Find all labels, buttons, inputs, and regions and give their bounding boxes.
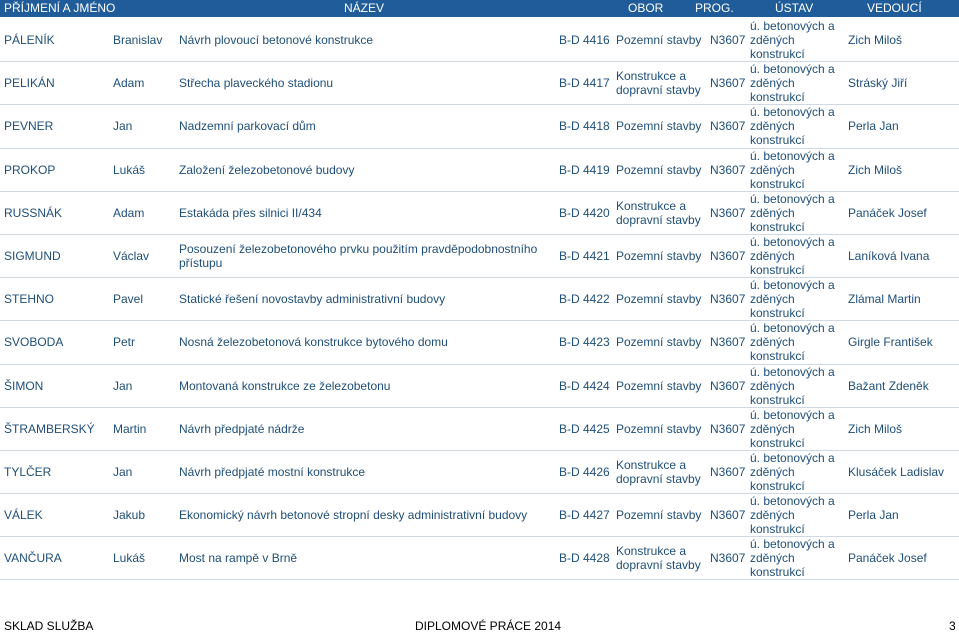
footer-left: SKLAD SLUŽBA bbox=[4, 619, 94, 633]
study-field: Konstrukce a dopravní stavby bbox=[616, 457, 701, 486]
student-surname: RUSSNÁK bbox=[4, 205, 63, 220]
program-code: N3607 bbox=[710, 378, 746, 393]
program-code: N3607 bbox=[710, 335, 746, 350]
program-code: N3607 bbox=[710, 292, 746, 307]
thesis-title: Statické řešení novostavby administrativní budovy bbox=[179, 292, 446, 307]
thesis-code: B-D 4421 bbox=[559, 249, 610, 264]
supervisor: Klusáček Ladislav bbox=[848, 464, 945, 479]
table-row bbox=[0, 62, 959, 105]
student-surname: PROKOP bbox=[4, 162, 56, 177]
institute: ú. betonových a zděných konstrukcí bbox=[750, 450, 835, 493]
supervisor: Zich Miloš bbox=[848, 33, 903, 48]
institute: ú. betonových a zděných konstrukcí bbox=[750, 321, 835, 364]
student-surname: PEVNER bbox=[4, 119, 54, 134]
thesis-title: Založení železobetonové budovy bbox=[179, 162, 355, 177]
program-code: N3607 bbox=[710, 76, 746, 91]
institute: ú. betonových a zděných konstrukcí bbox=[750, 407, 835, 450]
student-surname: ŠIMON bbox=[4, 378, 44, 393]
thesis-title: Návrh plovoucí betonové konstrukce bbox=[179, 33, 374, 48]
supervisor: Perla Jan bbox=[848, 119, 899, 134]
table-row bbox=[0, 537, 959, 580]
thesis-code: B-D 4428 bbox=[559, 551, 610, 566]
supervisor: Zich Miloš bbox=[848, 421, 903, 436]
program-code: N3607 bbox=[710, 162, 746, 177]
thesis-code: B-D 4417 bbox=[559, 76, 610, 91]
header-name: PŘÍJMENÍ A JMÉNO bbox=[4, 1, 116, 15]
institute: ú. betonových a zděných konstrukcí bbox=[750, 19, 835, 62]
thesis-title: Posouzení železobetonového prvku použitím pravděpodobnostního přístupu bbox=[179, 242, 538, 271]
header-inst: ÚSTAV bbox=[775, 1, 814, 15]
footer-center: DIPLOMOVÉ PRÁCE 2014 bbox=[415, 619, 562, 633]
student-first-name: Martin bbox=[113, 421, 147, 436]
thesis-title: Návrh předpjaté nádrže bbox=[179, 421, 305, 436]
study-field: Konstrukce a dopravní stavby bbox=[616, 544, 701, 573]
study-field: Pozemní stavby bbox=[616, 162, 702, 177]
thesis-code: B-D 4419 bbox=[559, 162, 610, 177]
supervisor: Zlámal Martin bbox=[848, 292, 921, 307]
study-field: Pozemní stavby bbox=[616, 249, 702, 264]
institute: ú. betonových a zděných konstrukcí bbox=[750, 235, 835, 278]
student-surname: PELIKÁN bbox=[4, 76, 55, 91]
student-first-name: Jakub bbox=[113, 508, 146, 523]
supervisor: Zich Miloš bbox=[848, 162, 903, 177]
table-row bbox=[0, 149, 959, 192]
table-row bbox=[0, 408, 959, 451]
program-code: N3607 bbox=[710, 421, 746, 436]
program-code: N3607 bbox=[710, 205, 746, 220]
study-field: Pozemní stavby bbox=[616, 378, 702, 393]
thesis-code: B-D 4425 bbox=[559, 421, 610, 436]
student-first-name: Václav bbox=[113, 249, 150, 264]
header-sup: VEDOUCÍ bbox=[867, 1, 922, 15]
study-field: Pozemní stavby bbox=[616, 119, 702, 134]
student-surname: PÁLENÍK bbox=[4, 33, 55, 48]
institute: ú. betonových a zděných konstrukcí bbox=[750, 494, 835, 537]
table-row bbox=[0, 192, 959, 235]
institute: ú. betonových a zděných konstrukcí bbox=[750, 148, 835, 191]
student-surname: VÁLEK bbox=[4, 508, 43, 523]
header-field: OBOR bbox=[628, 1, 664, 15]
student-first-name: Adam bbox=[113, 76, 145, 91]
table-row bbox=[0, 235, 959, 278]
institute: ú. betonových a zděných konstrukcí bbox=[750, 537, 835, 580]
supervisor: Perla Jan bbox=[848, 508, 899, 523]
study-field: Pozemní stavby bbox=[616, 508, 702, 523]
institute: ú. betonových a zděných konstrukcí bbox=[750, 105, 835, 148]
supervisor: Panáček Josef bbox=[848, 205, 927, 220]
student-first-name: Lukáš bbox=[113, 162, 146, 177]
thesis-table bbox=[0, 19, 959, 580]
page-footer bbox=[0, 618, 959, 635]
student-surname: SIGMUND bbox=[4, 249, 61, 264]
thesis-code: B-D 4422 bbox=[559, 292, 610, 307]
student-first-name: Branislav bbox=[113, 33, 163, 48]
program-code: N3607 bbox=[710, 33, 746, 48]
institute: ú. betonových a zděných konstrukcí bbox=[750, 278, 835, 321]
thesis-code: B-D 4427 bbox=[559, 508, 610, 523]
supervisor: Stráský Jiří bbox=[848, 76, 908, 91]
thesis-title: Estakáda přes silnici II/434 bbox=[179, 205, 322, 220]
program-code: N3607 bbox=[710, 551, 746, 566]
supervisor: Panáček Josef bbox=[848, 551, 927, 566]
thesis-title: Střecha plaveckého stadionu bbox=[179, 76, 334, 91]
page-number: 3 bbox=[949, 619, 956, 633]
student-surname: TYLČER bbox=[4, 464, 52, 479]
institute: ú. betonových a zděných konstrukcí bbox=[750, 191, 835, 234]
thesis-title: Nadzemní parkovací dům bbox=[179, 119, 316, 134]
program-code: N3607 bbox=[710, 464, 746, 479]
program-code: N3607 bbox=[710, 249, 746, 264]
table-row bbox=[0, 321, 959, 364]
thesis-title: Návrh předpjaté mostní konstrukce bbox=[179, 464, 366, 479]
student-first-name: Petr bbox=[113, 335, 136, 350]
thesis-title: Nosná železobetonová konstrukce bytového domu bbox=[179, 335, 448, 350]
student-first-name: Adam bbox=[113, 205, 145, 220]
study-field: Pozemní stavby bbox=[616, 335, 702, 350]
student-first-name: Jan bbox=[113, 119, 133, 134]
thesis-code: B-D 4423 bbox=[559, 335, 610, 350]
student-first-name: Jan bbox=[113, 464, 133, 479]
supervisor: Girgle František bbox=[848, 335, 933, 350]
thesis-code: B-D 4416 bbox=[559, 33, 610, 48]
study-field: Pozemní stavby bbox=[616, 292, 702, 307]
study-field: Pozemní stavby bbox=[616, 421, 702, 436]
table-row bbox=[0, 365, 959, 408]
supervisor: Bažant Zdeněk bbox=[848, 378, 929, 393]
program-code: N3607 bbox=[710, 508, 746, 523]
student-surname: ŠTRAMBERSKÝ bbox=[4, 421, 95, 436]
thesis-code: B-D 4424 bbox=[559, 378, 610, 393]
study-field: Konstrukce a dopravní stavby bbox=[616, 69, 701, 98]
student-surname: STEHNO bbox=[4, 292, 55, 307]
thesis-title: Ekonomický návrh betonové stropní desky administrativní budovy bbox=[179, 508, 528, 523]
student-surname: VANČURA bbox=[4, 551, 62, 566]
thesis-title: Most na rampě v Brně bbox=[179, 551, 298, 566]
study-field: Pozemní stavby bbox=[616, 33, 702, 48]
table-header bbox=[0, 0, 959, 17]
table-row bbox=[0, 451, 959, 494]
student-surname: SVOBODA bbox=[4, 335, 64, 350]
table-row bbox=[0, 105, 959, 148]
student-first-name: Lukáš bbox=[113, 551, 146, 566]
student-first-name: Pavel bbox=[113, 292, 144, 307]
institute: ú. betonových a zděných konstrukcí bbox=[750, 364, 835, 407]
student-first-name: Jan bbox=[113, 378, 133, 393]
thesis-code: B-D 4420 bbox=[559, 205, 610, 220]
thesis-code: B-D 4418 bbox=[559, 119, 610, 134]
institute: ú. betonových a zděných konstrukcí bbox=[750, 62, 835, 105]
thesis-title: Montovaná konstrukce ze železobetonu bbox=[179, 378, 391, 393]
table-row bbox=[0, 19, 959, 62]
program-code: N3607 bbox=[710, 119, 746, 134]
study-field: Konstrukce a dopravní stavby bbox=[616, 198, 701, 227]
table-row bbox=[0, 278, 959, 321]
supervisor: Laníková Ivana bbox=[848, 249, 930, 264]
header-title: NÁZEV bbox=[344, 1, 385, 15]
table-row bbox=[0, 494, 959, 537]
header-prog: PROG. bbox=[695, 1, 734, 15]
thesis-code: B-D 4426 bbox=[559, 464, 610, 479]
